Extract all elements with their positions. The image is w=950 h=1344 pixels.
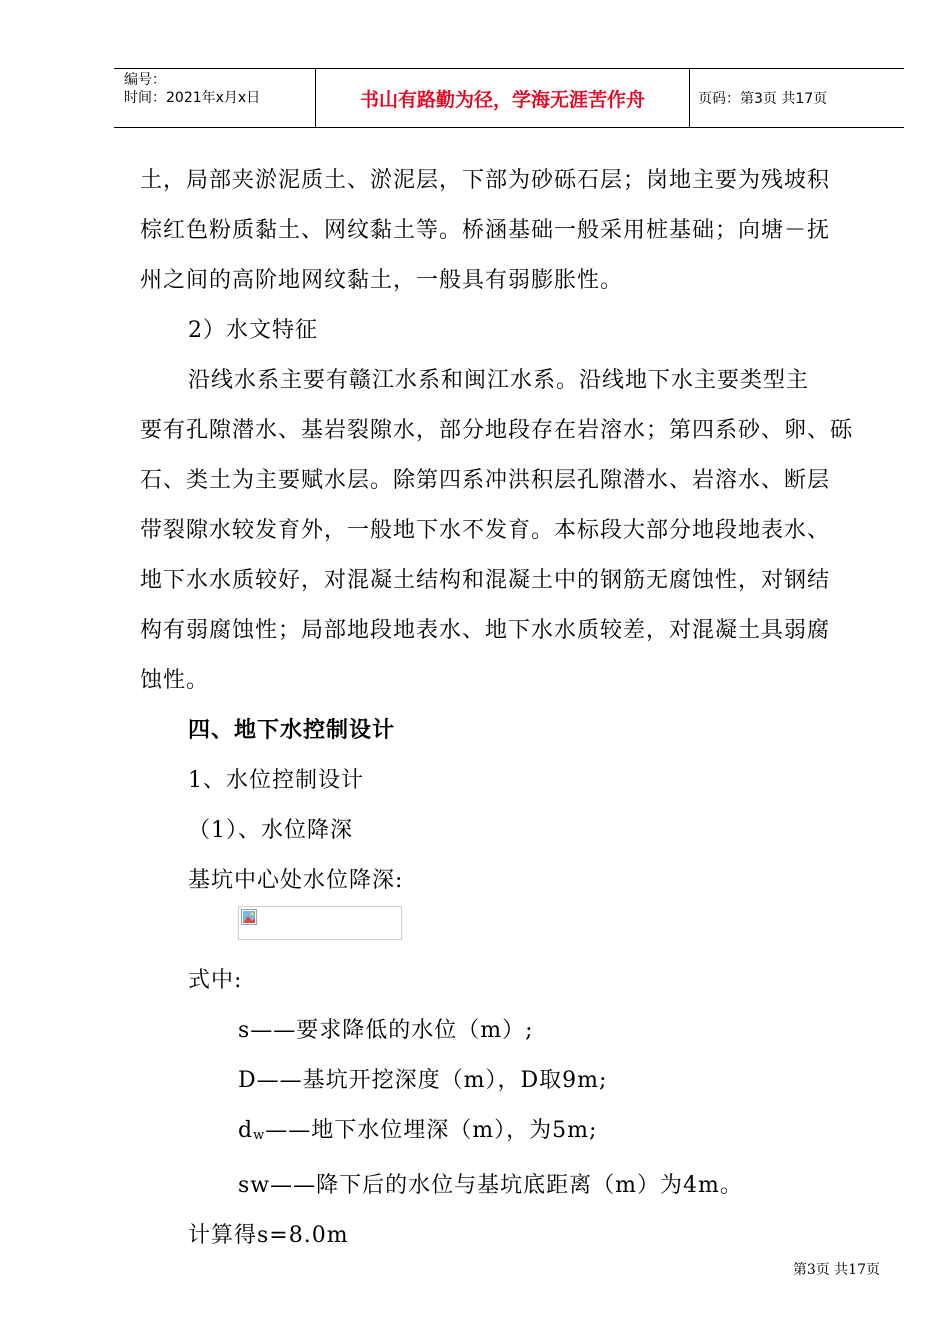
document-body	[140, 156, 886, 1261]
subsection-title: 1、水位控制设计	[188, 768, 364, 793]
formula-intro: 基坑中心处水位降深:	[188, 868, 404, 893]
page-header	[114, 68, 904, 128]
header-motto: 书山有路勤为径，学海无涯苦作舟	[316, 69, 690, 127]
definition-sw: sw——降下后的水位与基坑底距离（m）为4m。	[238, 1173, 743, 1198]
dw-subscript: w	[253, 1128, 266, 1143]
section-heading: 四、地下水控制设计	[188, 718, 396, 743]
paragraph-line: 棕红色粉质黏土、网纹黏土等。桥涵基础一般采用桩基础；向塘－抚	[140, 218, 831, 243]
broken-image-icon	[241, 909, 257, 925]
paragraph-line: 要有孔隙潜水、基岩裂隙水，部分地段存在岩溶水；第四系砂、卵、砾	[140, 418, 854, 443]
where-label: 式中:	[188, 968, 243, 993]
result-line: 计算得s=8.0m	[188, 1223, 349, 1248]
subsection-title: （1）、水位降深	[188, 818, 353, 843]
paragraph-line: 蚀性。	[140, 668, 210, 693]
paragraph-line: 地下水水质较好，对混凝土结构和混凝土中的钢筋无腐蚀性，对钢结	[140, 568, 831, 593]
hydro-title: 2）水文特征	[188, 318, 318, 343]
formula-image-placeholder	[238, 906, 402, 940]
code-label: 编号：	[124, 72, 166, 88]
definition-D: D——基坑开挖深度（m），D取9m;	[238, 1068, 608, 1093]
dw-text: ——地下水位埋深（m），为5m;	[265, 1118, 598, 1143]
time-label: 时间：2021年x月x日	[124, 90, 261, 106]
paragraph-line: 石、类土为主要赋水层。除第四系冲洪积层孔隙潜水、岩溶水、断层	[140, 468, 831, 493]
paragraph-line: 土，局部夹淤泥质土、淤泥层，下部为砂砾石层；岗地主要为残坡积	[140, 168, 831, 193]
paragraph-line: 州之间的高阶地网纹黏土，一般具有弱膨胀性。	[140, 268, 624, 293]
header-meta	[114, 69, 316, 127]
page-footer: 第3页 共17页	[792, 1262, 880, 1278]
paragraph-line: 构有弱腐蚀性；局部地段地表水、地下水水质较差，对混凝土具弱腐	[140, 618, 831, 643]
definition-s: s——要求降低的水位（m）;	[238, 1018, 534, 1043]
paragraph-line: 带裂隙水较发育外，一般地下水不发育。本标段大部分地段地表水、	[140, 518, 831, 543]
definition-dw	[140, 1106, 886, 1161]
dw-symbol: d	[238, 1118, 254, 1143]
paragraph-line: 沿线水系主要有赣江水系和闽江水系。沿线地下水主要类型主	[188, 368, 810, 393]
header-page-label: 页码：第3页 共17页	[698, 91, 828, 107]
